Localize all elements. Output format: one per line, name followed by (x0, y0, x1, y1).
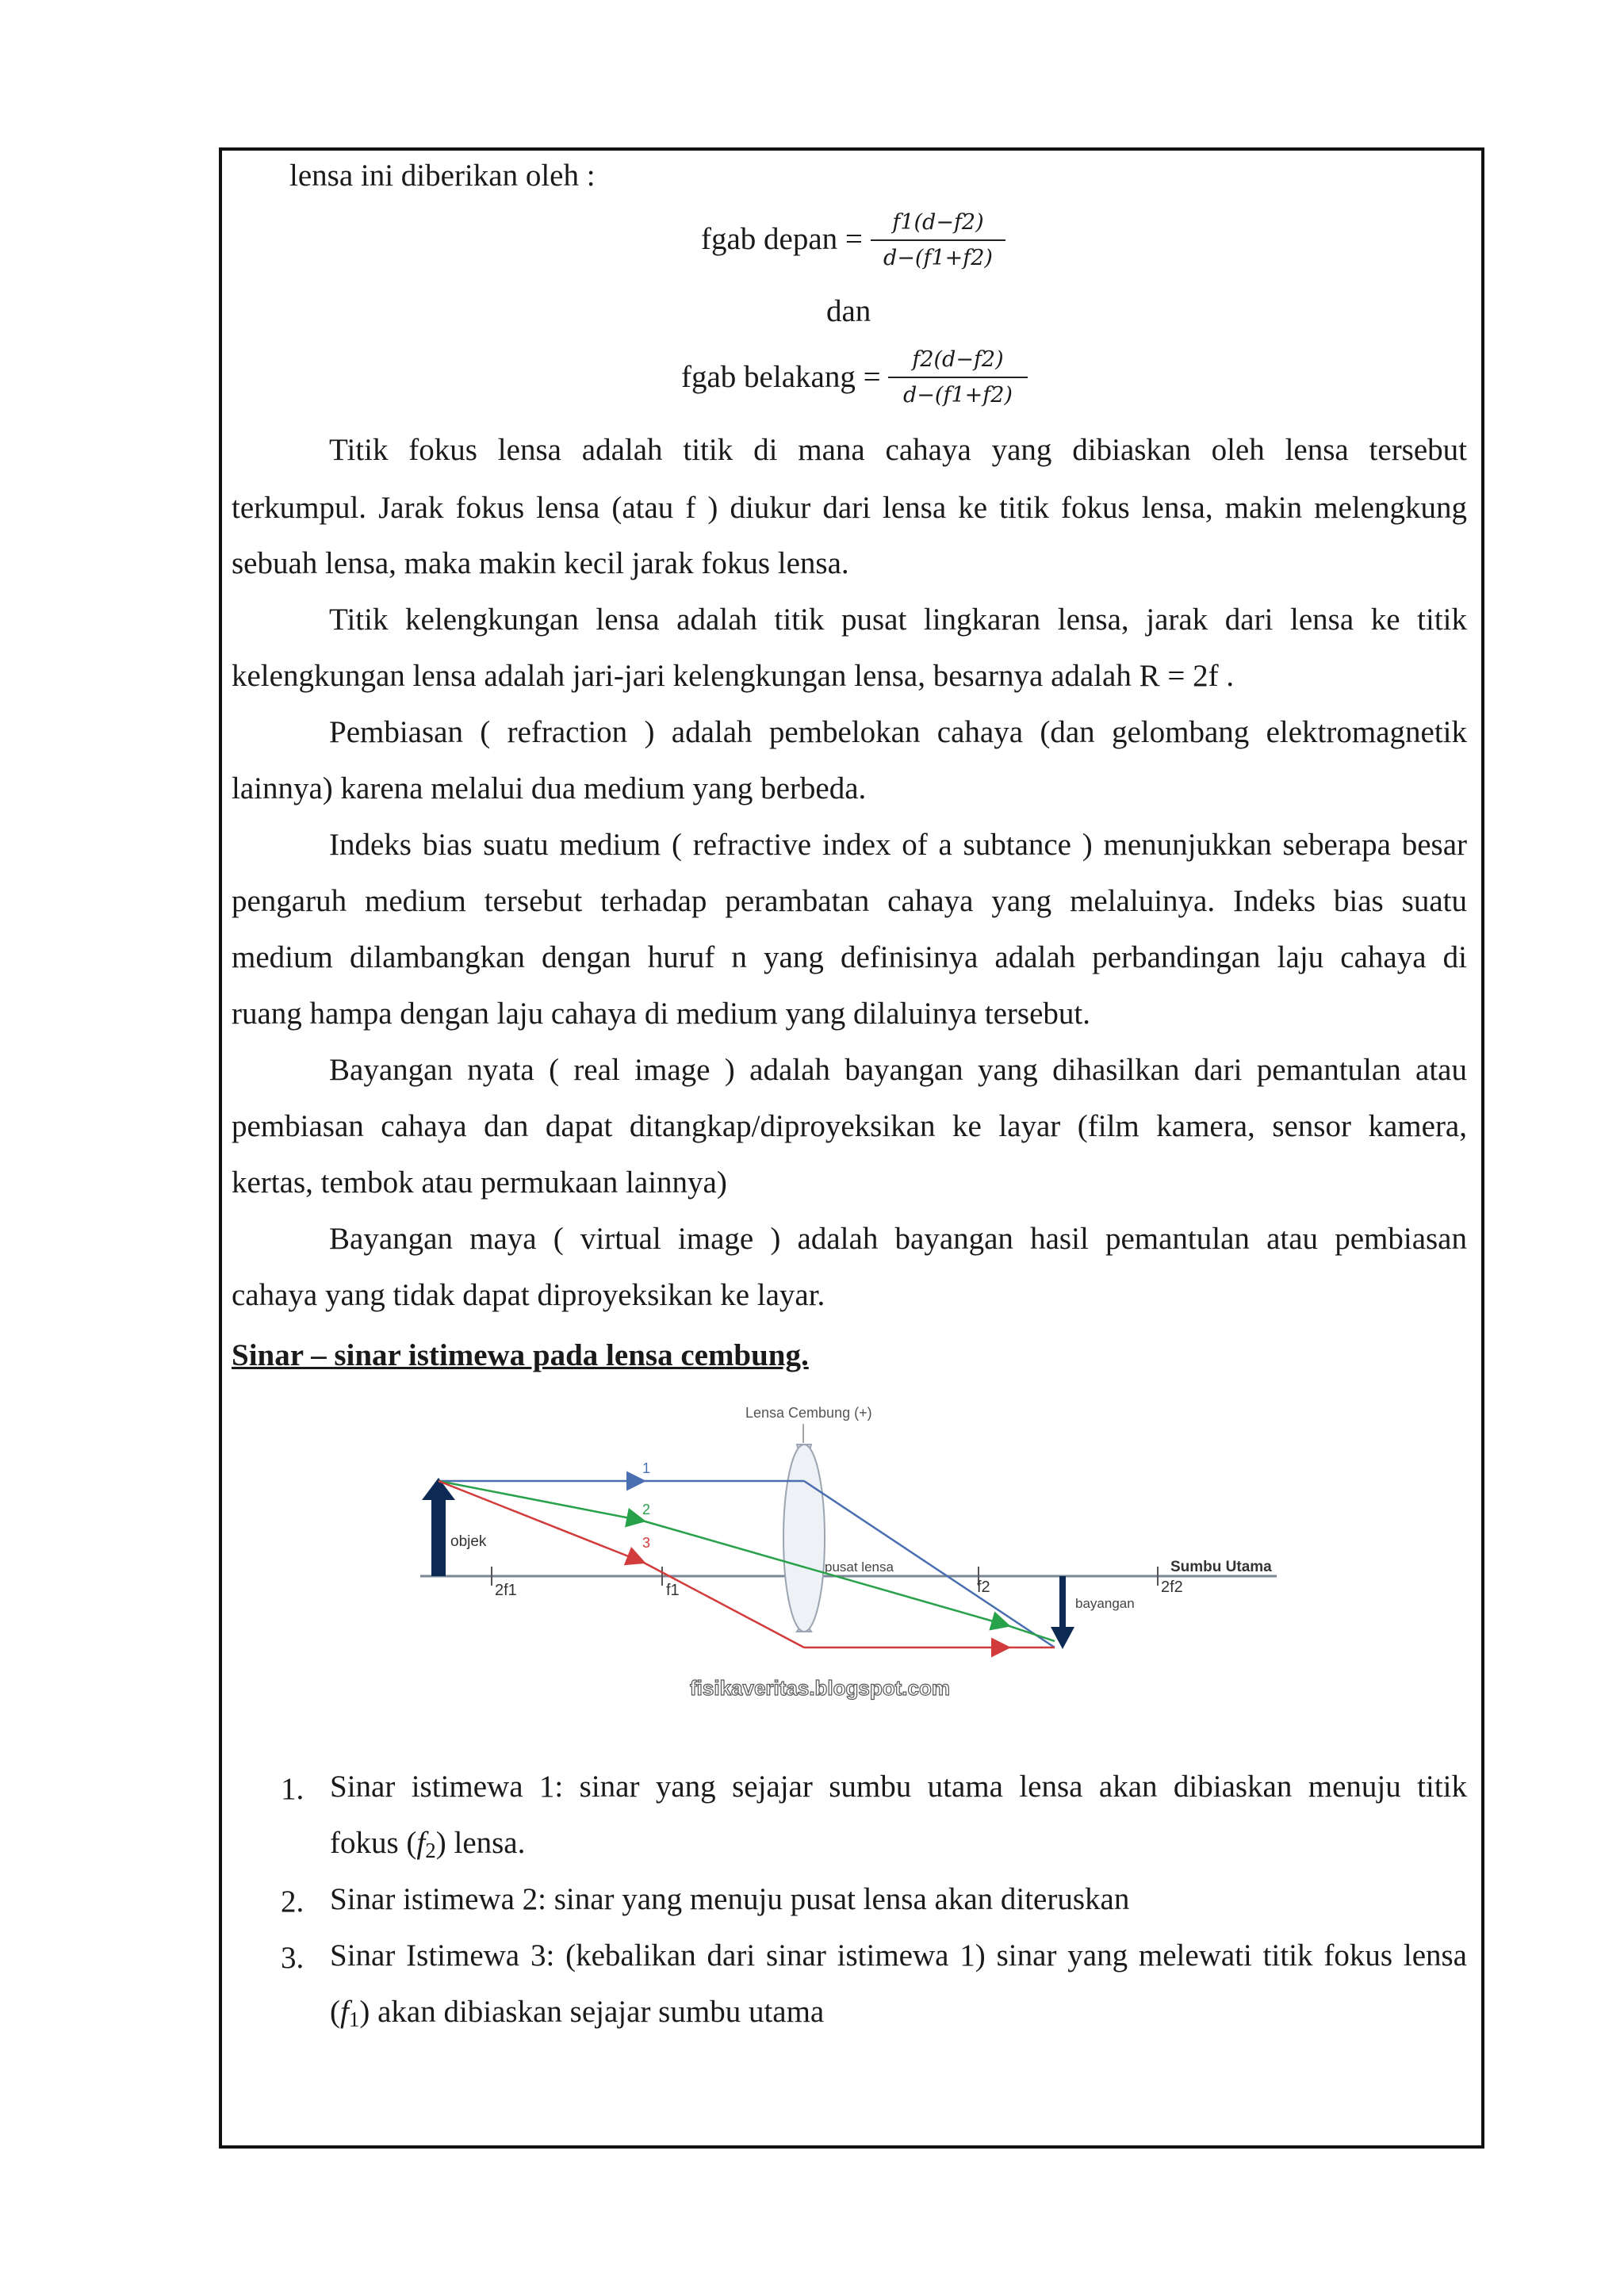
paragraph-line: Bayangan nyata ( real image ) adalah bayangan yang dihasilkan dari pemantulan atau (329, 1053, 1467, 1087)
paragraph-line: terkumpul. Jarak fokus lensa (atau f ) diukur dari lensa ke titik fokus lensa, makin melengkung (232, 491, 1467, 525)
formula-back-denominator: 𝑑−(𝑓1+𝑓2) (903, 383, 1013, 408)
paragraph-line: kertas, tembok atau permukaan lainnya) (232, 1165, 727, 1200)
list-item-line: Sinar Istimewa 3: (kebalikan dari sinar istimewa 1) sinar yang melewati titik fokus lensa (330, 1938, 1467, 1973)
formula-front-label: fgab depan = (701, 222, 863, 256)
intro-text: lensa ini diberikan oleh : (289, 159, 596, 193)
formula-front-numerator: 𝑓1(𝑑−𝑓2) (871, 210, 1005, 241)
tick-f1-label: f1 (666, 1582, 680, 1599)
paragraph-line: Titik fokus lensa adalah titik di mana cahaya yang dibiaskan oleh lensa tersebut (329, 433, 1467, 467)
convex-lens-body (783, 1445, 825, 1632)
paragraph-line: medium dilambangkan dengan huruf n yang definisinya adalah perbandingan laju cahaya di (232, 940, 1467, 974)
section-heading: Sinar – sinar istimewa pada lensa cembung. (232, 1338, 809, 1372)
focus-variable: f (416, 1826, 426, 1860)
list-number: 3. (281, 1941, 304, 1975)
ray-2-incident (439, 1481, 642, 1521)
diagram-title: Lensa Cembung (+) (745, 1405, 872, 1421)
paragraph-line: pembiasan cahaya dan dapat ditangkap/diproyeksikan ke layar (film kamera, sensor kamera, (232, 1109, 1467, 1143)
image-label: bayangan (1075, 1596, 1135, 1611)
list-item-line (330, 1827, 525, 1862)
list-text-fragment: ) lensa. (435, 1826, 526, 1860)
list-text-fragment: ( (330, 1995, 340, 2029)
paragraph-line: pengaruh medium tersebut terhadap perambatan cahaya yang melaluinya. Indeks bias suatu (232, 884, 1467, 918)
list-item-line (330, 1996, 824, 2030)
image-arrow-shaft (1059, 1576, 1066, 1632)
formula-front-fraction (871, 210, 1005, 270)
list-number: 2. (281, 1885, 304, 1919)
axis-label: Sumbu Utama (1170, 1559, 1272, 1575)
lens-center-label: pusat lensa (825, 1559, 894, 1575)
paragraph-line: Indeks bias suatu medium ( refractive index of a subtance ) menunjukkan seberapa besar (329, 828, 1467, 862)
tick-2f2-label: 2f2 (1161, 1578, 1183, 1596)
ray-2-label: 2 (642, 1502, 651, 1517)
paragraph-line: Bayangan maya ( virtual image ) adalah bayangan hasil pemantulan atau pembiasan (329, 1222, 1467, 1256)
diagram-watermark: fisikaveritas.blogspot.com (690, 1676, 950, 1700)
ray-1-label: 1 (642, 1460, 651, 1476)
formula-back-fraction (888, 347, 1028, 408)
tick-2f1-label: 2f1 (495, 1582, 517, 1599)
focus-subscript: 1 (348, 2007, 360, 2031)
list-text-fragment: ) akan dibiaskan sejajar sumbu utama (359, 1995, 825, 2029)
list-number: 1. (281, 1772, 304, 1806)
ray-3-label: 3 (642, 1535, 651, 1551)
paragraph-line: kelengkungan lensa adalah jari-jari kelengkungan lensa, besarnya adalah R = 2f . (232, 659, 1235, 693)
lens-ray-diagram (404, 1395, 1293, 1705)
formula-back-numerator: 𝑓2(𝑑−𝑓2) (888, 347, 1028, 378)
paragraph-line: lainnya) karena melalui dua medium yang berbeda. (232, 771, 867, 806)
formula-front-denominator: 𝑑−(𝑓1+𝑓2) (883, 246, 993, 270)
list-item-line: Sinar istimewa 2: sinar yang menuju pusat lensa akan diteruskan (330, 1882, 1130, 1916)
ray-3-to-lens (642, 1562, 804, 1647)
paragraph-line: ruang hampa dengan laju cahaya di medium yang dilaluinya tersebut. (232, 997, 1090, 1031)
paragraph-line: Pembiasan ( refraction ) adalah pembelokan cahaya (dan gelombang elektromagnetik (329, 715, 1467, 749)
list-item-line: Sinar istimewa 1: sinar yang sejajar sumbu utama lensa akan dibiaskan menuju titik (330, 1770, 1467, 1804)
paragraph-line: sebuah lensa, maka makin kecil jarak fokus lensa. (232, 546, 849, 580)
object-label: objek (450, 1533, 487, 1550)
object-arrow-shaft (431, 1497, 446, 1576)
formula-dan: dan (826, 294, 871, 328)
focus-subscript: 2 (425, 1839, 436, 1862)
paragraph-line: cahaya yang tidak dapat diproyeksikan ke layar. (232, 1278, 825, 1312)
focus-variable: f (340, 1995, 349, 2029)
image-arrow-head (1051, 1627, 1074, 1649)
list-text-fragment: fokus ( (330, 1826, 417, 1860)
ray-2-cont (1007, 1625, 1055, 1641)
tick-f2-label: f2 (977, 1578, 990, 1596)
formula-back-label: fgab belakang = (681, 360, 881, 394)
paragraph-line: Titik kelengkungan lensa adalah titik pusat lingkaran lensa, jarak dari lensa ke titik (329, 603, 1467, 637)
